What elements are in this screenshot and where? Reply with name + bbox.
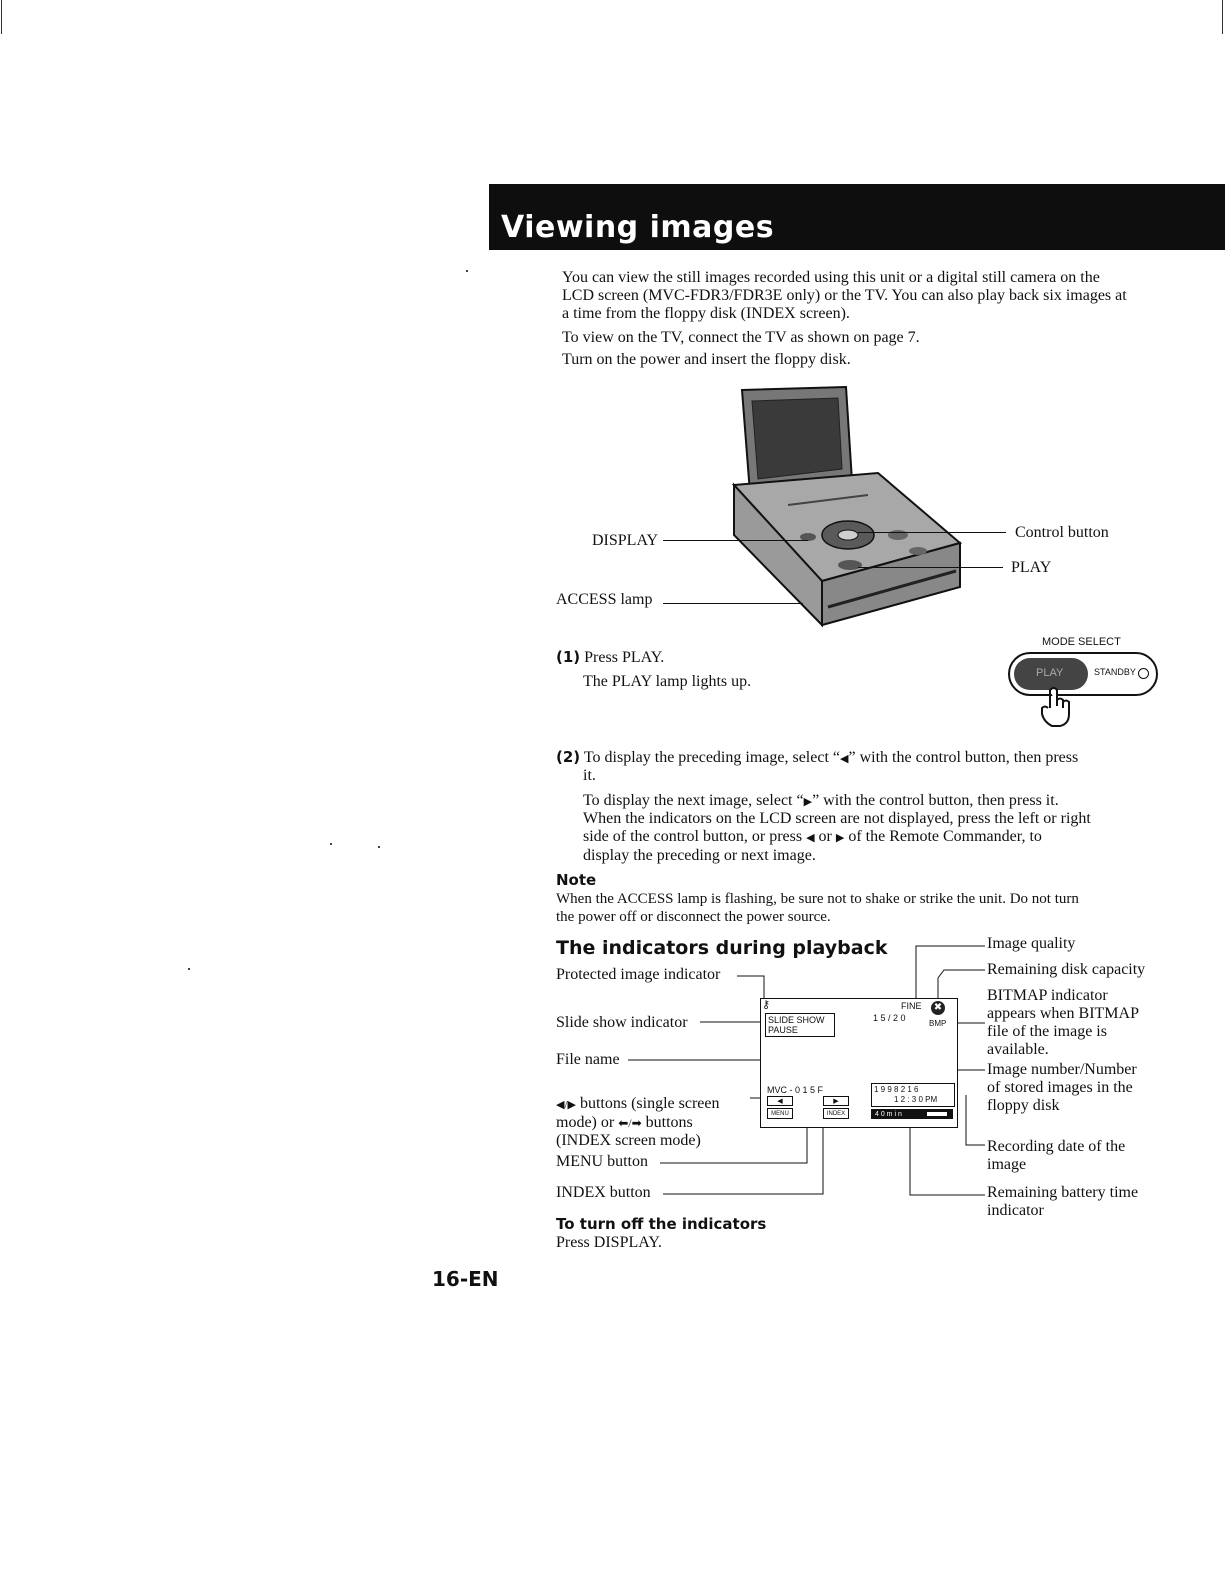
step-text: ” with the control button, then press it. [812,792,1059,809]
label-access-lamp: ACCESS lamp [556,591,653,608]
play-position-label: PLAY [1036,667,1064,679]
text-line: file of the image is [987,1023,1107,1040]
text-segment: or [814,828,836,845]
osd-pause: PAUSE [768,1025,798,1035]
step-number: (1) [556,648,581,666]
osd-next-button[interactable]: ▶ [823,1096,849,1106]
text-line: Recording date of the [987,1138,1126,1155]
lcd-screen-diagram [760,998,958,1128]
battery-icon [927,1112,947,1116]
osd-battery-time: 4 0 m i n [875,1111,902,1118]
text-line: When the indicators on the LCD screen are not displayed, press the left or right [583,810,1091,827]
standby-label: STANDBY [1094,667,1136,677]
text-line: When the ACCESS lamp is flashing, be sure not to shake or strike the unit. Do not turn [556,891,1079,907]
text-segment: buttons (single screen [579,1095,720,1112]
step-text: To display the preceding image, select “ [583,749,840,766]
text-line: BITMAP indicator [987,987,1108,1004]
label-play: PLAY [1011,559,1052,576]
osd-date: 1 9 9 8 2 1 6 [874,1085,919,1094]
osd-prev-button[interactable]: ◀ [767,1096,793,1106]
step-text: ” with the control button, then press [848,749,1079,766]
osd-menu-button[interactable]: MENU [767,1108,793,1119]
step-number: (2) [556,748,581,766]
note-heading: Note [556,871,597,889]
text-segment: of the Remote Commander, to [844,828,1042,845]
text-segment: mode) or [556,1114,619,1131]
prev-next-icon: ◀/▶ [556,1099,576,1111]
text-line: available. [987,1041,1049,1058]
osd-time: 1 2 : 3 0 PM [894,1095,938,1104]
label-control-button: Control button [1015,524,1109,541]
text-line: display the preceding or next image. [583,847,816,864]
label-disk-capacity: Remaining disk capacity [987,961,1146,978]
text-line: Remaining battery time [987,1184,1139,1201]
left-right-arrow-icon: ⬅/➡ [618,1116,642,1130]
text-line: the power off or disconnect the power source. [556,909,831,925]
osd-image-count: 1 5 / 2 0 [873,1013,906,1023]
label-slide-show: Slide show indicator [556,1014,688,1031]
osd-date-box [871,1083,955,1107]
label-menu-button: MENU button [556,1153,648,1170]
text-line: image [987,1156,1027,1173]
osd-file-name: MVC - 0 1 5 F [767,1085,824,1095]
next-icon: ▶ [803,796,813,808]
osd-fine: FINE [901,1001,922,1011]
osd-battery-bar [871,1109,953,1119]
label-image-quality: Image quality [987,935,1076,952]
text-segment: buttons [641,1114,693,1131]
text-line: floppy disk [987,1097,1060,1114]
label-index-button: INDEX button [556,1184,651,1201]
text-line: Image number/Number [987,1061,1137,1078]
text-line: a time from the floppy disk (INDEX screen). [562,305,850,322]
turn-off-heading: To turn off the indicators [556,1215,767,1233]
tv-paragraph: To view on the TV, connect the TV as shown on page 7. [562,329,920,346]
disk-capacity-icon: ✖ [931,1001,945,1015]
next-icon: ▶ [835,832,845,844]
text-line: appears when BITMAP [987,1005,1139,1022]
osd-bmp: BMP [929,1019,947,1028]
step-1-result: The PLAY lamp lights up. [583,673,752,690]
osd-slide-show: SLIDE SHOW [768,1015,825,1025]
mode-select-title: MODE SELECT [1042,636,1121,648]
text-line: of stored images in the [987,1079,1133,1096]
slide-show-indicator [765,1013,835,1037]
label-protected-image: Protected image indicator [556,966,721,983]
text-line: LCD screen (MVC-FDR3/FDR3E only) or the TV. You can also play back six images at [562,287,1127,304]
key-icon: ⚷ [762,999,771,1011]
osd-index-button[interactable]: INDEX [823,1108,849,1119]
page-title: Viewing images [501,210,775,245]
step-2-text: it. [583,767,596,784]
text-line: You can view the still images recorded using this unit or a digital still camera on the [562,269,1100,286]
text-segment: side of the control button, or press [583,828,807,845]
step-text: To display the next image, select “ [583,792,804,809]
text-line: indicator [987,1202,1044,1219]
prev-icon: ◀ [806,832,815,844]
power-paragraph: Turn on the power and insert the floppy disk. [562,351,851,368]
text-line: (INDEX screen mode) [556,1132,701,1149]
page-number: 16-EN [432,1267,499,1291]
turn-off-text: Press DISPLAY. [556,1234,662,1251]
label-file-name: File name [556,1051,620,1068]
step-text: Press PLAY. [584,649,665,666]
prev-icon: ◀ [840,753,849,765]
label-display: DISPLAY [592,532,659,549]
indicators-heading: The indicators during playback [556,937,888,959]
